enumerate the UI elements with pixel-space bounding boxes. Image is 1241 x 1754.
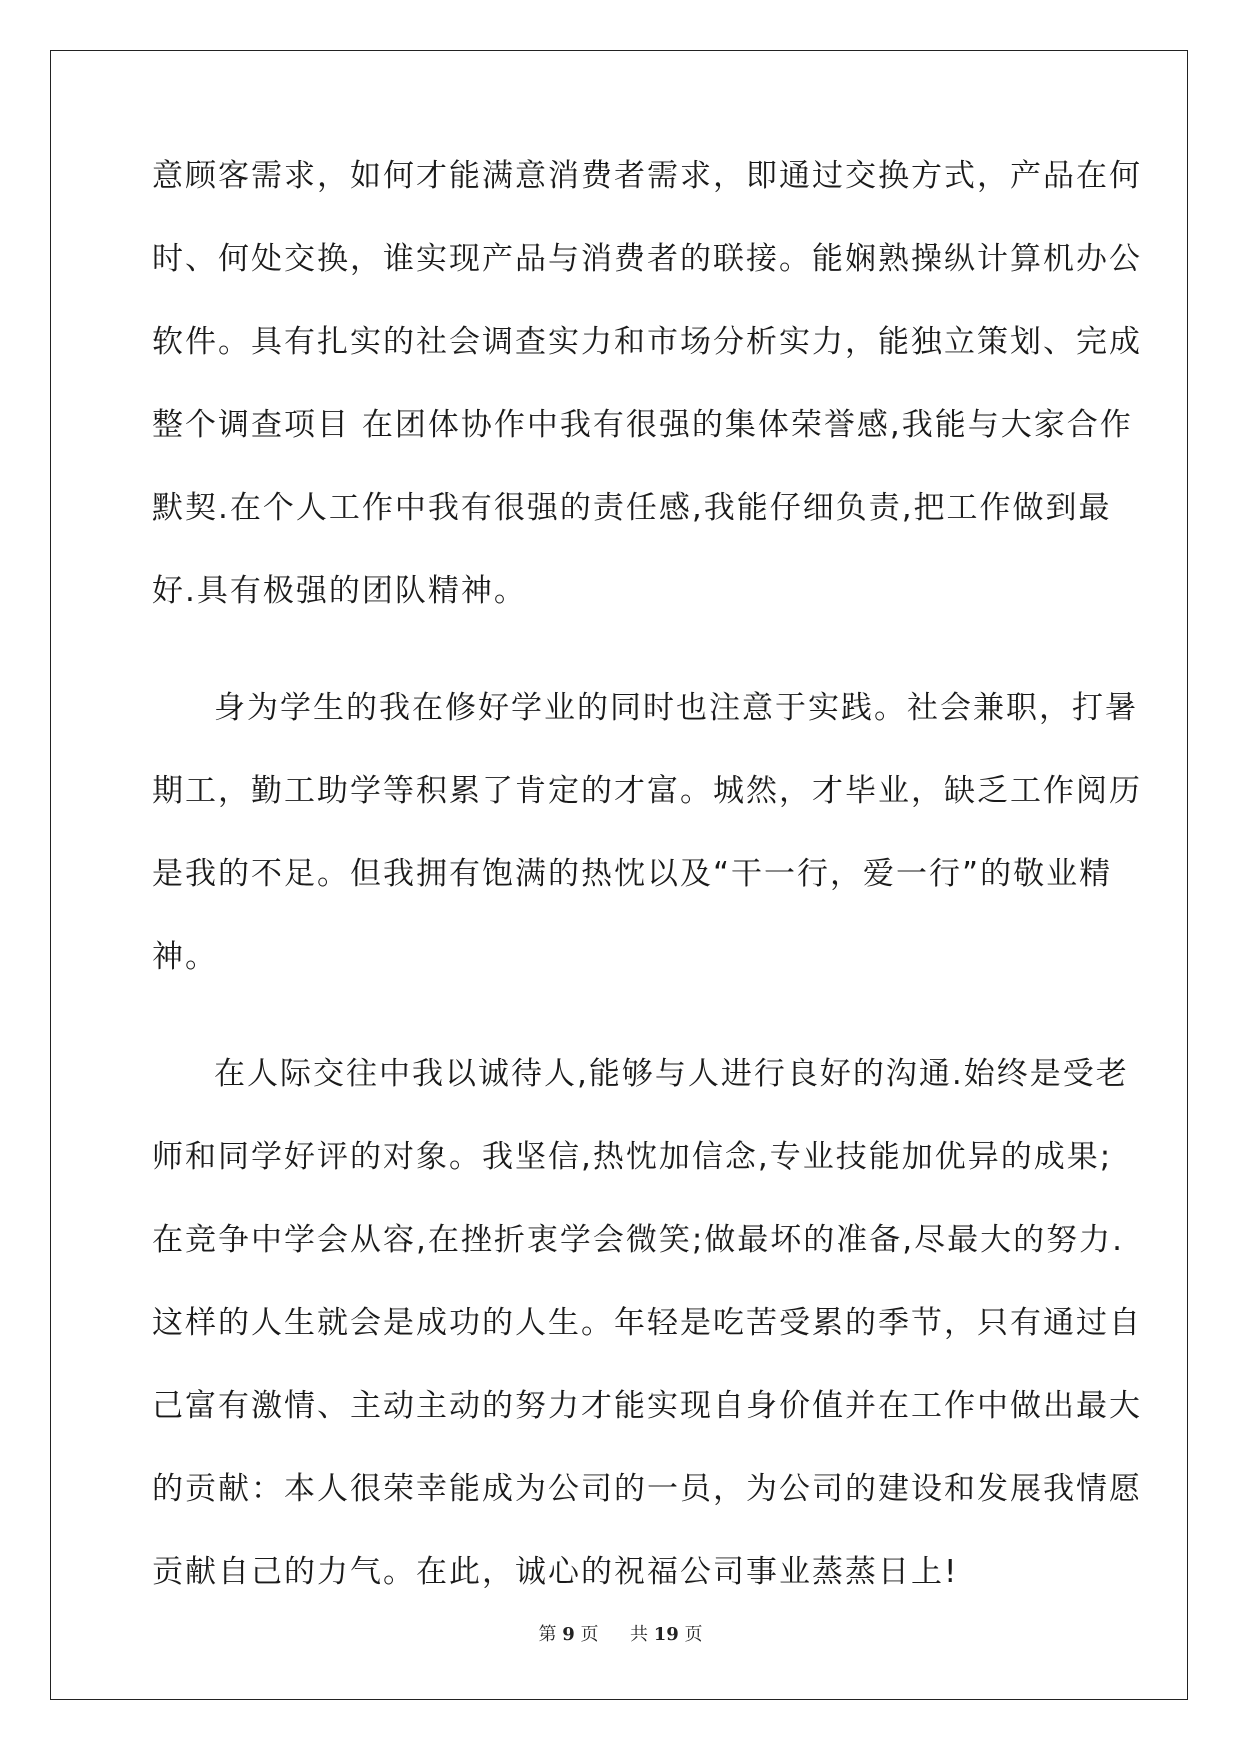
document-body bbox=[152, 158, 1142, 1637]
text-line: 时、何处交换，谁实现产品与消费者的联接。能娴熟操纵计算机办公 bbox=[152, 241, 1142, 277]
total-pages: 19 bbox=[653, 1624, 679, 1645]
text-line: 默契.在个人工作中我有很强的责任感,我能仔细负责,把工作做到最 bbox=[152, 490, 1112, 526]
paragraph-2 bbox=[152, 690, 1142, 1022]
text-line: 整个调查项目 在团体协作中我有很强的集体荣誉感,我能与大家合作 bbox=[152, 407, 1133, 443]
page-suffix: 页 bbox=[580, 1624, 599, 1645]
page-number: 9 bbox=[562, 1624, 575, 1645]
text-line: 好.具有极强的团队精神。 bbox=[152, 573, 527, 609]
text-line: 神。 bbox=[152, 939, 218, 975]
text-line: 软件。具有扎实的社会调查实力和市场分析实力，能独立策划、完成 bbox=[152, 324, 1142, 360]
text-line: 这样的人生就会是成功的人生。年轻是吃苦受累的季节，只有通过自 bbox=[152, 1305, 1142, 1341]
text-line: 己富有激情、主动主动的努力才能实现自身价值并在工作中做出最大 bbox=[152, 1388, 1142, 1424]
text-line: 在竞争中学会从容,在挫折衷学会微笑;做最坏的准备,尽最大的努力. bbox=[152, 1222, 1125, 1258]
page-footer bbox=[0, 1620, 1241, 1646]
paragraph-3 bbox=[152, 1056, 1142, 1637]
text-line: 的贡献：本人很荣幸能成为公司的一员，为公司的建设和发展我情愿 bbox=[152, 1471, 1142, 1507]
text-line: 贡献自己的力气。在此，诚心的祝福公司事业蒸蒸日上! bbox=[152, 1554, 959, 1590]
text-line: 意顾客需求，如何才能满意消费者需求，即通过交换方式，产品在何 bbox=[152, 158, 1142, 194]
total-prefix: 共 bbox=[629, 1624, 648, 1645]
text-line: 是我的不足。但我拥有饱满的热忱以及“干一行，爱一行”的敬业精 bbox=[152, 856, 1113, 892]
page-prefix: 第 bbox=[538, 1624, 557, 1645]
paragraph-gap bbox=[152, 656, 1087, 690]
text-line: 身为学生的我在修好学业的同时也注意于实践。社会兼职，打暑 bbox=[214, 690, 1138, 726]
text-line: 师和同学好评的对象。我坚信,热忱加信念,专业技能加优异的成果; bbox=[152, 1139, 1113, 1175]
total-suffix: 页 bbox=[684, 1624, 703, 1645]
paragraph-1 bbox=[152, 158, 1142, 656]
paragraph-gap bbox=[152, 1022, 1087, 1056]
text-line: 在人际交往中我以诚待人,能够与人进行良好的沟通.始终是受老 bbox=[214, 1056, 1129, 1092]
text-line: 期工，勤工助学等积累了肯定的才富。城然，才毕业，缺乏工作阅历 bbox=[152, 773, 1142, 809]
